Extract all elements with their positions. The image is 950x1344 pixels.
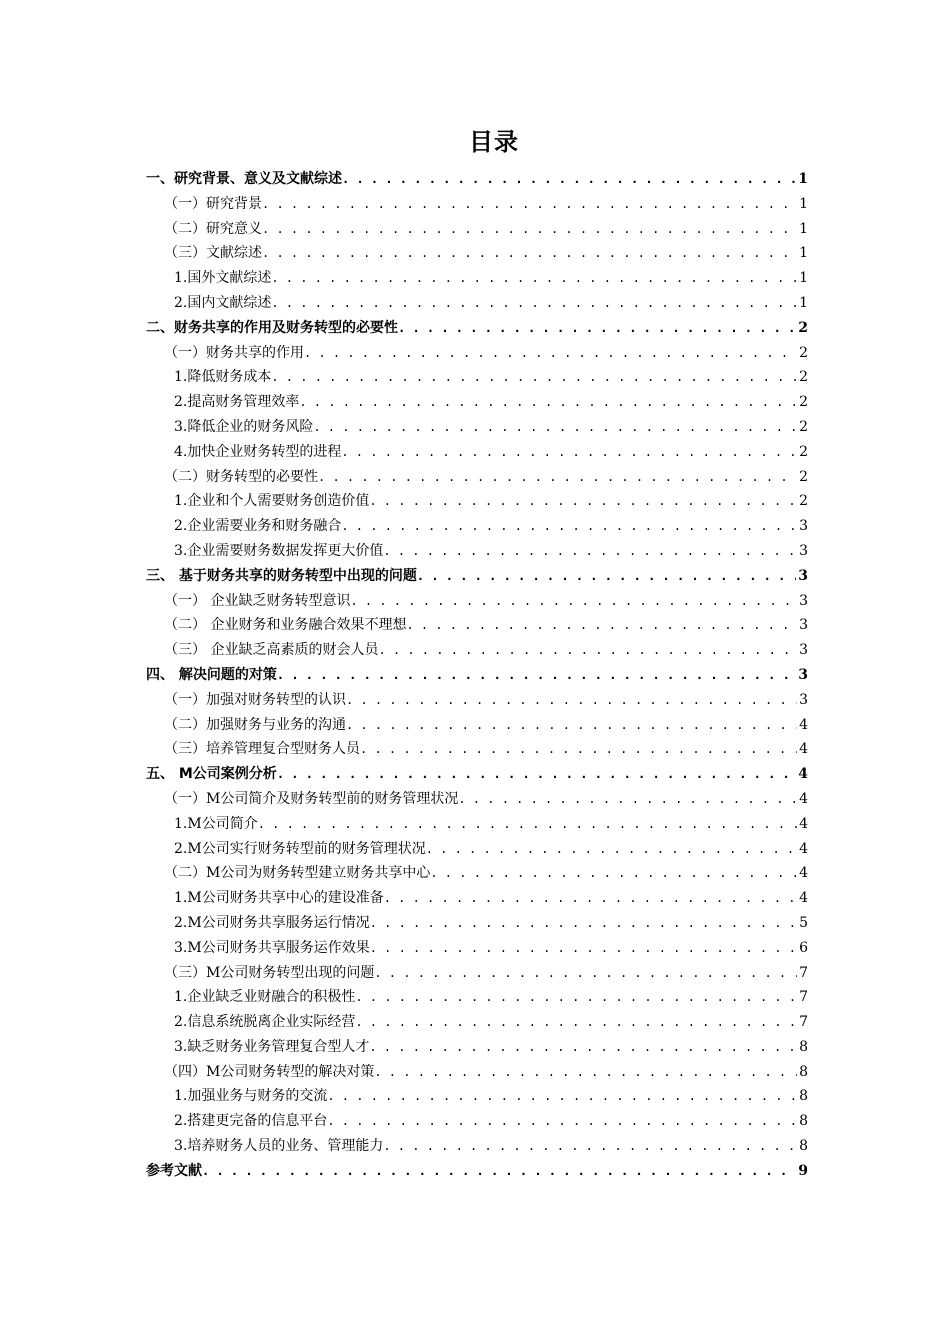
toc-entry-label: 二、财务共享的作用及财务转型的必要性	[146, 319, 398, 336]
toc-entry-label: （二）财务转型的必要性	[164, 468, 318, 485]
toc-page-number: 8	[799, 1088, 808, 1105]
toc-entry[interactable]	[146, 514, 808, 539]
toc-entry-label: 3.M公司财务共享服务运作效果	[174, 939, 370, 956]
toc-page-number: 3	[798, 567, 808, 584]
toc-entry-label: （三）文献综述	[164, 245, 262, 262]
toc-entry[interactable]	[146, 961, 808, 986]
toc-entry-label: 3.缺乏财务业务管理复合型人才	[174, 1038, 370, 1055]
toc-dot-leader	[258, 812, 797, 837]
toc-entry[interactable]	[146, 341, 808, 366]
toc-entry[interactable]	[146, 415, 808, 440]
toc-page-number: 7	[799, 1014, 808, 1031]
toc-entry[interactable]	[146, 291, 808, 316]
toc-page-number: 7	[799, 989, 808, 1006]
toc-page-number: 2	[799, 344, 808, 361]
toc-entry[interactable]	[146, 861, 808, 886]
toc-page-number: 4	[799, 815, 808, 832]
toc-dot-leader	[398, 316, 796, 341]
toc-page-number: 8	[799, 1038, 808, 1055]
toc-entry-label: 2.搭建更完备的信息平台	[174, 1113, 328, 1130]
toc-entry[interactable]	[146, 787, 808, 812]
toc-entry[interactable]	[146, 886, 808, 911]
toc-page-number: 4	[798, 766, 808, 783]
toc-entry[interactable]	[146, 390, 808, 415]
toc-dot-leader	[341, 514, 797, 539]
toc-entry[interactable]	[146, 1060, 808, 1085]
toc-entry[interactable]	[146, 440, 808, 465]
toc-dot-leader	[342, 167, 796, 192]
toc-entry-label: 参考文献	[146, 1162, 202, 1179]
toc-dot-leader	[369, 1035, 797, 1060]
toc-entry[interactable]	[146, 365, 808, 390]
toc-page-number: 4	[799, 865, 808, 882]
toc-page-number: 2	[799, 418, 808, 435]
toc-entry[interactable]	[146, 266, 808, 291]
toc-entry[interactable]	[146, 638, 808, 663]
toc-entry[interactable]	[146, 539, 808, 564]
toc-dot-leader	[262, 192, 797, 217]
toc-entry-label: （一） 企业缺乏财务转型意识	[164, 592, 351, 609]
toc-page-number: 2	[799, 394, 808, 411]
toc-dot-leader	[277, 762, 796, 787]
toc-entry[interactable]	[146, 936, 808, 961]
toc-entry[interactable]	[146, 663, 808, 688]
toc-entry[interactable]	[146, 217, 808, 242]
toc-dot-leader	[304, 341, 797, 366]
toc-entry[interactable]	[146, 241, 808, 266]
toc-dot-leader	[327, 1109, 797, 1134]
toc-page-number: 4	[799, 741, 808, 758]
toc-page-number: 9	[798, 1162, 808, 1179]
toc-dot-leader	[430, 861, 797, 886]
toc-entry[interactable]	[146, 1109, 808, 1134]
toc-dot-leader	[406, 613, 797, 638]
toc-entry-label: 1.加强业务与财务的交流	[174, 1088, 328, 1105]
toc-entry[interactable]	[146, 1035, 808, 1060]
toc-entry-label: 3.企业需要财务数据发挥更大价值	[174, 542, 384, 559]
toc-entry[interactable]	[146, 465, 808, 490]
toc-entry[interactable]	[146, 192, 808, 217]
toc-entry-label: 2.信息系统脱离企业实际经营	[174, 1014, 356, 1031]
toc-entry-label: 1.降低财务成本	[174, 369, 272, 386]
toc-entry-label: （二）研究意义	[164, 220, 262, 237]
toc-dot-leader	[374, 961, 797, 986]
toc-dot-leader	[318, 465, 797, 490]
toc-page-number: 3	[799, 642, 808, 659]
toc-entry[interactable]	[146, 762, 808, 787]
toc-dot-leader	[384, 886, 797, 911]
toc-entry[interactable]	[146, 316, 808, 341]
toc-page-number: 3	[799, 592, 808, 609]
toc-entry[interactable]	[146, 589, 808, 614]
toc-entry-label: 4.加快企业财务转型的进程	[174, 443, 342, 460]
toc-entry[interactable]	[146, 1159, 808, 1184]
toc-entry[interactable]	[146, 489, 808, 514]
toc-page-number: 1	[799, 245, 808, 262]
toc-page-number: 4	[799, 716, 808, 733]
page-title: 目录	[469, 128, 519, 156]
toc-entry-label: 一、研究背景、意义及文献综述	[146, 171, 342, 187]
toc-dot-leader	[350, 589, 797, 614]
toc-page-number: 6	[799, 939, 808, 956]
toc-entry-label: 3.培养财务人员的业务、管理能力	[174, 1138, 384, 1155]
toc-entry-label: 五、 M公司案例分析	[146, 766, 277, 783]
toc-dot-leader	[369, 489, 797, 514]
toc-page-number: 2	[798, 319, 808, 336]
toc-dot-leader	[327, 1084, 797, 1109]
toc-dot-leader	[271, 291, 797, 316]
toc-dot-leader	[378, 638, 797, 663]
toc-page-number: 8	[799, 1113, 808, 1130]
toc-page-number: 3	[799, 518, 808, 535]
toc-entry-label: 2.M公司实行财务转型前的财务管理状况	[174, 840, 426, 857]
toc-dot-leader	[299, 390, 797, 415]
toc-entry-label: 2.企业需要业务和财务融合	[174, 518, 342, 535]
toc-dot-leader	[262, 217, 797, 242]
toc-entry[interactable]	[146, 1084, 808, 1109]
toc-entry-label: 3.降低企业的财务风险	[174, 418, 314, 435]
toc-dot-leader	[458, 787, 797, 812]
toc-entry[interactable]	[146, 911, 808, 936]
toc-entry-label: 2.国内文献综述	[174, 294, 272, 311]
toc-page-number: 2	[799, 443, 808, 460]
toc-dot-leader	[417, 564, 796, 589]
toc-entry[interactable]	[146, 1134, 808, 1159]
toc-page-number: 3	[799, 617, 808, 634]
toc-dot-leader	[370, 936, 797, 961]
toc-entry-label: 2.M公司财务共享服务运行情况	[174, 914, 370, 931]
toc-dot-leader	[202, 1159, 796, 1184]
toc-page-number: 4	[799, 890, 808, 907]
toc-entry[interactable]	[146, 713, 808, 738]
table-of-contents	[146, 167, 808, 1184]
toc-entry[interactable]	[146, 1010, 808, 1035]
toc-entry-label: （二） 企业财务和业务融合效果不理想	[164, 617, 407, 634]
toc-entry[interactable]	[146, 837, 808, 862]
toc-entry[interactable]	[146, 688, 808, 713]
toc-dot-leader	[271, 266, 797, 291]
toc-dot-leader	[262, 241, 797, 266]
toc-entry-label: 三、 基于财务共享的财务转型中出现的问题	[146, 567, 417, 584]
toc-entry-label: （一）研究背景	[164, 195, 262, 212]
toc-entry[interactable]	[146, 812, 808, 837]
toc-page-number: 4	[799, 840, 808, 857]
toc-page-number: 2	[799, 468, 808, 485]
toc-dot-leader	[271, 365, 797, 390]
toc-entry[interactable]	[146, 564, 808, 589]
toc-page-number: 2	[799, 369, 808, 386]
toc-entry-label: （二）M公司为财务转型建立财务共享中心	[164, 865, 431, 882]
toc-dot-leader	[355, 1010, 797, 1035]
toc-page-number: 1	[799, 195, 808, 212]
toc-page-number: 1	[799, 294, 808, 311]
toc-page-number: 8	[799, 1138, 808, 1155]
toc-entry-label: 1.M公司简介	[174, 815, 258, 832]
toc-page-number: 8	[799, 1063, 808, 1080]
toc-page-number: 2	[799, 493, 808, 510]
toc-page-number: 1	[798, 171, 808, 187]
toc-dot-leader	[360, 737, 797, 762]
toc-page-number: 3	[799, 691, 808, 708]
toc-entry-label: （三）M公司财务转型出现的问题	[164, 964, 375, 981]
toc-entry-label: 2.提高财务管理效率	[174, 394, 300, 411]
toc-entry[interactable]	[146, 985, 808, 1010]
toc-entry-label: （三） 企业缺乏高素质的财会人员	[164, 642, 379, 659]
toc-entry-label: 四、 解决问题的对策	[146, 666, 277, 683]
toc-page-number: 1	[799, 270, 808, 287]
toc-dot-leader	[346, 688, 797, 713]
toc-page-number: 7	[799, 964, 808, 981]
toc-dot-leader	[426, 837, 797, 862]
toc-dot-leader	[383, 1134, 797, 1159]
toc-entry-label: （四）M公司财务转型的解决对策	[164, 1063, 375, 1080]
toc-page-number: 1	[799, 220, 808, 237]
toc-entry-label: （二）加强财务与业务的沟通	[164, 716, 346, 733]
toc-page-number: 3	[798, 666, 808, 683]
toc-entry-label: （一）财务共享的作用	[164, 344, 304, 361]
toc-entry-label: （三）培养管理复合型财务人员	[164, 741, 360, 758]
toc-entry[interactable]	[146, 613, 808, 638]
toc-entry-label: 1.企业和个人需要财务创造价值	[174, 493, 370, 510]
toc-dot-leader	[370, 911, 797, 936]
toc-page-number: 3	[799, 542, 808, 559]
toc-dot-leader	[346, 713, 797, 738]
toc-entry-label: 1.国外文献综述	[174, 270, 272, 287]
toc-dot-leader	[341, 440, 797, 465]
toc-dot-leader	[374, 1060, 797, 1085]
toc-entry-label: 1.企业缺乏业财融合的积极性	[174, 989, 356, 1006]
toc-dot-leader	[277, 663, 796, 688]
toc-dot-leader	[313, 415, 797, 440]
toc-entry[interactable]	[146, 737, 808, 762]
toc-dot-leader	[383, 539, 797, 564]
toc-entry-label: 1.M公司财务共享中心的建设准备	[174, 890, 384, 907]
toc-entry[interactable]	[146, 167, 808, 192]
toc-page-number: 5	[799, 914, 808, 931]
toc-page-number: 4	[799, 790, 808, 807]
toc-entry-label: （一）M公司简介及财务转型前的财务管理状况	[164, 790, 459, 807]
toc-entry-label: （一）加强对财务转型的认识	[164, 691, 346, 708]
toc-dot-leader	[355, 985, 797, 1010]
